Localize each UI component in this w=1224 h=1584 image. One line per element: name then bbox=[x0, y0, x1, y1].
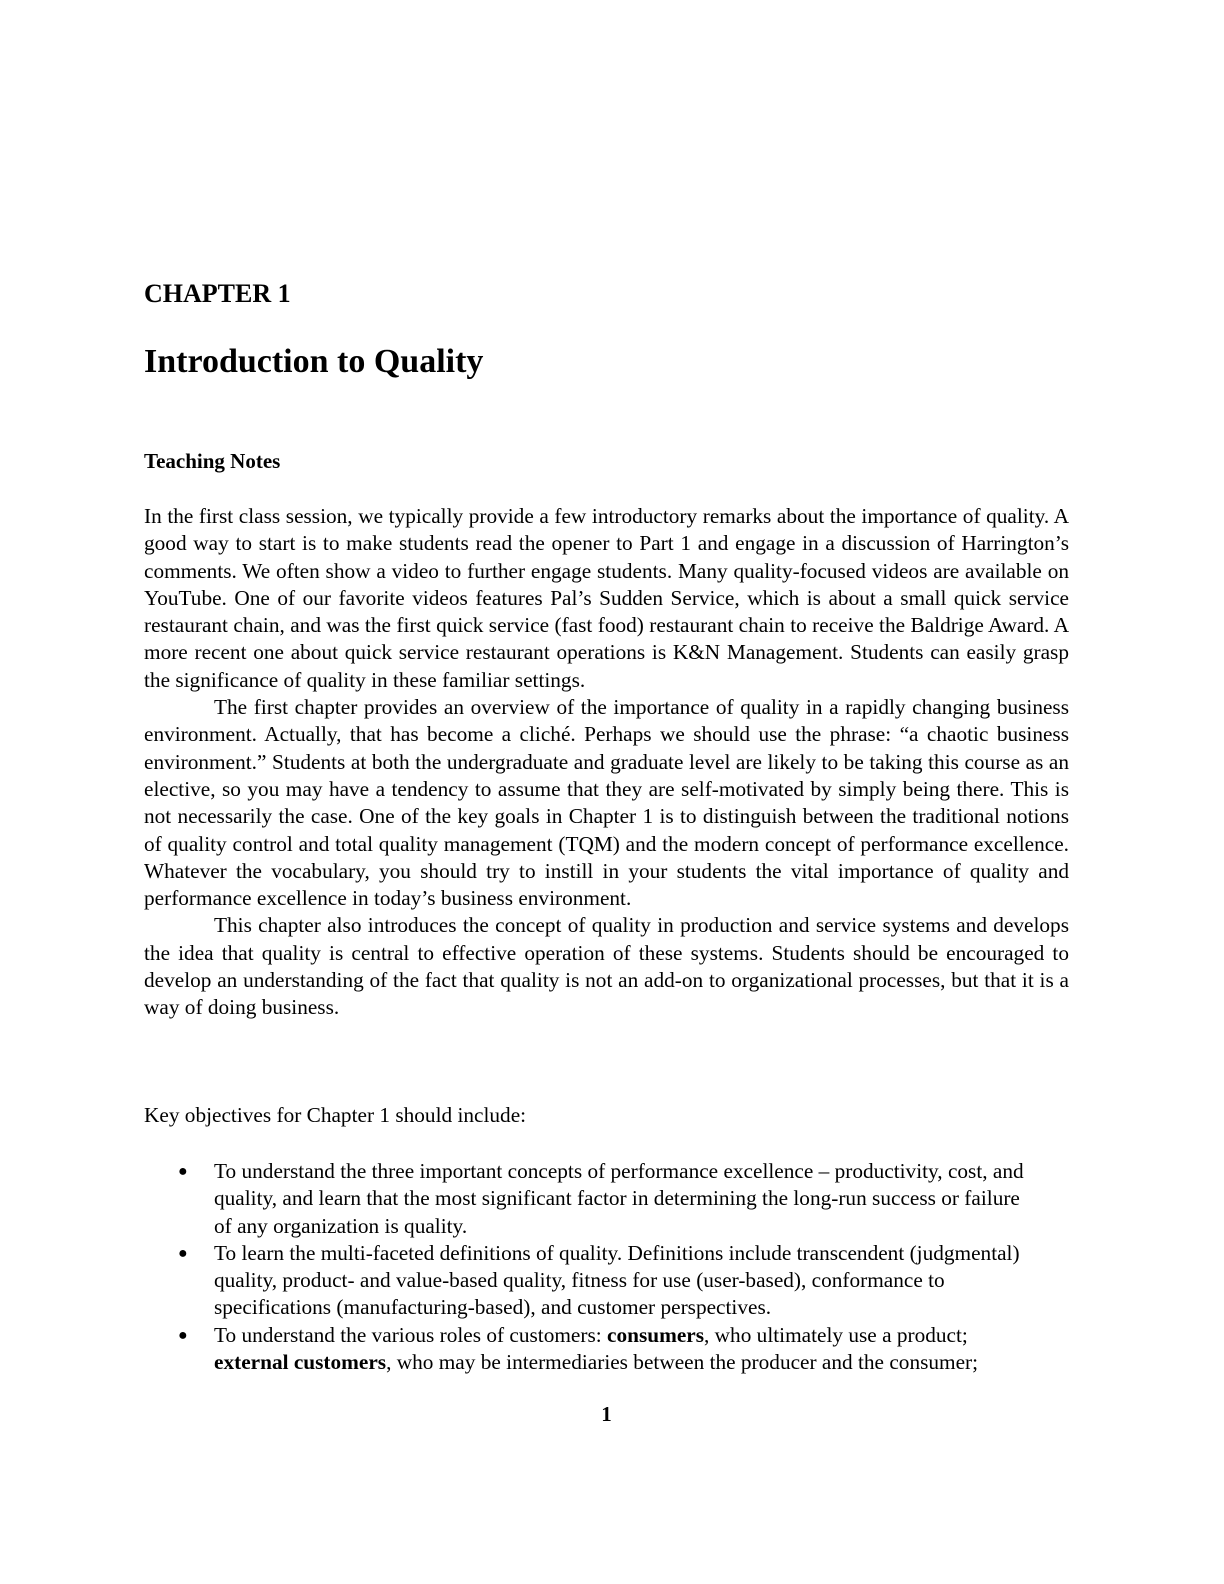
page-number: 1 bbox=[601, 1402, 612, 1426]
objectives-list bbox=[144, 1158, 1069, 1376]
paragraph: This chapter also introduces the concept of quality in production and service systems and develops the idea that quality is central to effective operation of these systems. Students should be encouraged to develop an understanding of the fact that quality is not an add-on to organizational processes, but that it is a way of doing business. bbox=[144, 913, 1069, 1020]
chapter-label: CHAPTER 1 bbox=[144, 279, 291, 308]
list-item-text: To learn the multi-faceted definitions of quality. Definitions include transcendent (judgmental) quality, product- and value-based quality, fitness for use (user-based), conformance to specifications (manufacturing-based), and customer perspectives. bbox=[214, 1240, 1020, 1320]
list-item bbox=[144, 1322, 1069, 1377]
list-item-text-middle: , who ultimately use a product; bbox=[704, 1322, 968, 1347]
bullet-icon: ● bbox=[178, 1244, 188, 1262]
list-item-text: To understand the three important concepts of performance excellence – productivity, cost, and quality, and learn that the most significant factor in determining the long-run success or failure of any organization is quality. bbox=[214, 1159, 1024, 1238]
term-external-customers: external customers bbox=[214, 1350, 387, 1375]
list-item bbox=[144, 1240, 1069, 1322]
chapter-title: Introduction to Quality bbox=[144, 343, 484, 380]
list-item bbox=[144, 1158, 1069, 1240]
bullet-icon: ● bbox=[178, 1326, 188, 1344]
paragraph: The first chapter provides an overview of the importance of quality in a rapidly changing business environment. Actually, that has become a cliché. Perhaps we should use the phrase: “a chaotic business environment.” Students at both the undergraduate and graduate level are likely to be taking this course as an elective, so you may have a tendency to assume that they are self-motivated by simply being there. This is not necessarily the case. One of the key goals in Chapter 1 is to distinguish between the traditional notions of quality control and total quality management (TQM) and the modern concept of performance excellence. Whatever the vocabulary, you should try to instill in your students the vital importance of quality and performance excellence in today’s business environment. bbox=[144, 695, 1069, 911]
list-item-text-start: To understand the various roles of customers: bbox=[214, 1322, 608, 1347]
term-consumers: consumers bbox=[607, 1322, 705, 1347]
paragraph: In the first class session, we typically provide a few introductory remarks about the importance of quality. A good way to start is to make students read the opener to Part 1 and engage in a discussion of Harrington’s comments. We often show a video to further engage students. Many quality-focused videos are available on YouTube. One of our favorite videos features Pal’s Sudden Service, which is about a small quick service restaurant chain, and was the first quick service (fast food) restaurant chain to receive the Baldrige Award. A more recent one about quick service restaurant operations is K&N Management. Students can easily grasp the significance of quality in these familiar settings. bbox=[144, 504, 1069, 692]
teaching-notes-body bbox=[144, 503, 1069, 1022]
document-page bbox=[144, 0, 1069, 1584]
objectives-intro: Key objectives for Chapter 1 should include: bbox=[144, 1103, 527, 1127]
list-item-text-end: , who may be intermediaries between the producer and the consumer; bbox=[386, 1350, 979, 1375]
bullet-icon: ● bbox=[178, 1163, 188, 1180]
section-heading-teaching-notes: Teaching Notes bbox=[144, 449, 281, 473]
